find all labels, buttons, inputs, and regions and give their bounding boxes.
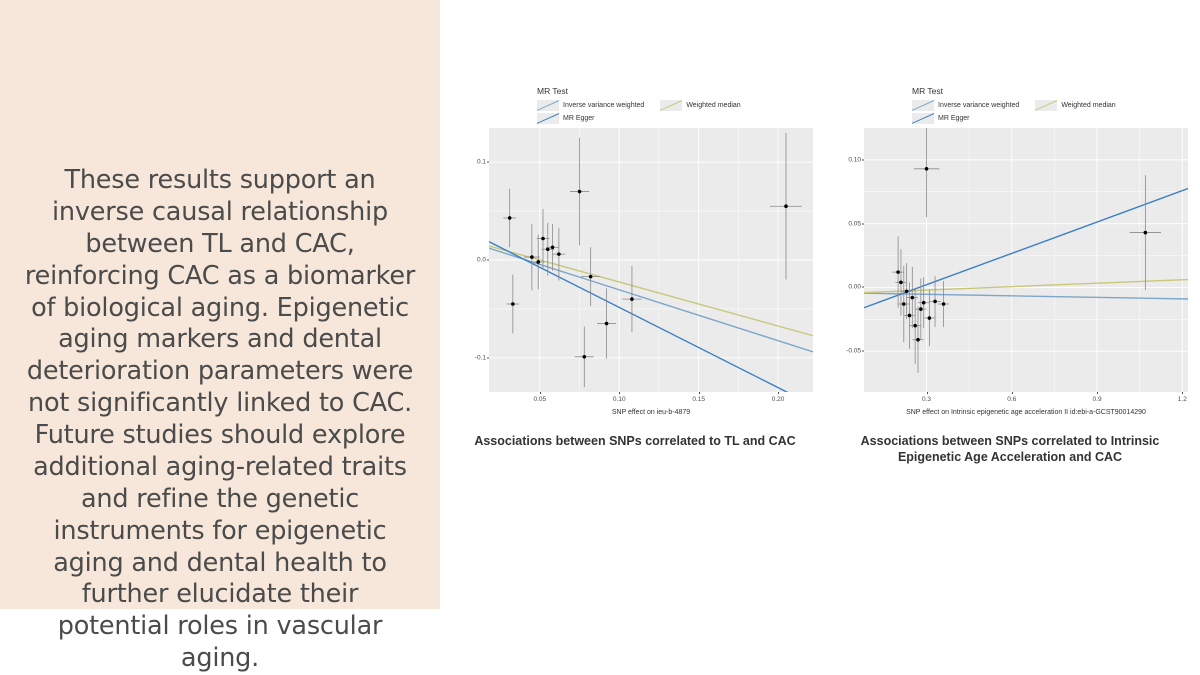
y-tick-label: -0.1 [474,354,486,362]
x-tick-mark [619,392,620,394]
y-tick-label: 0.05 [848,220,861,228]
x-tick-label: 1.2 [1177,396,1187,403]
y-tick-mark [862,351,864,352]
figure-caption-1: Associations between SNPs correlated to TL and CAC [474,434,796,448]
legend-label-weighted-median: Weighted median [686,102,741,109]
figure-ieaa-cac [830,86,1190,465]
plot-area-2 [830,128,1190,428]
y-tick-mark [487,357,489,358]
legend-key-mr-egger [912,113,934,124]
legend-row-2 [537,113,815,124]
x-axis-label-2: SNP effect on Intrinsic epigenetic age acceleration II id:ebi-a-GCST90014290 [906,409,1146,416]
legend-label-ivw: Inverse variance weighted [938,102,1020,109]
plot-area-1 [455,128,815,428]
y-tick-mark [862,159,864,160]
quote-panel [0,0,440,674]
figure-tl-cac [455,86,815,450]
legend-title: MR Test [537,86,569,96]
y-tick-mark [487,260,489,261]
x-tick-label: 0.3 [921,396,932,403]
scatter-panel-1 [474,128,813,403]
x-tick-mark [1012,392,1013,394]
y-tick-label: -0.05 [846,347,861,355]
legend-row-1 [912,100,1190,111]
legend-title: MR Test [912,86,944,96]
x-tick-mark [540,392,541,394]
x-tick-mark [778,392,779,394]
figure-caption-2: Associations between SNPs correlated to Intrinsic Epigenetic Age Acceleration and CAC [860,434,1160,464]
x-tick-label: 0.10 [612,396,626,403]
x-tick-mark [1182,392,1183,394]
x-tick-mark [1097,392,1098,394]
conclusion-text: These results support an inverse causal relationship between TL and CAC, reinforcing CAC as a biomarker of biological aging. Epigenetic aging markers and dental deterioration parameters were not significantly linked to CAC. Future studies should explore additional aging-related traits and refine the genetic instruments for epigenetic aging and dental health to further elucidate their potential roles in vascular aging. [24,165,416,674]
legend-key-mr-egger [537,113,559,124]
legend-key-ivw [537,100,559,111]
x-axis-label-1: SNP effect on ieu-b-4879 [611,409,691,416]
legend-label-mr-egger: MR Egger [563,115,595,122]
legend-key-weighted-median [1035,100,1057,111]
x-tick-label: 0.6 [1007,396,1017,403]
y-tick-label: 0.0 [476,256,486,264]
x-tick-label: 0.20 [771,396,785,403]
legend-key-ivw [912,100,934,111]
legend-figure-2 [912,86,1190,128]
y-tick-label: 0.00 [848,283,861,291]
x-tick-label: 0.9 [1092,396,1102,403]
x-tick-label: 0.15 [692,396,705,403]
legend-label-ivw: Inverse variance weighted [563,102,645,109]
legend-figure-1 [537,86,815,128]
y-tick-mark [862,223,864,224]
y-tick-mark [487,162,489,163]
legend-row-2 [912,113,1190,124]
legend-row-1 [537,100,815,111]
scatter-panel-2 [846,128,1188,403]
legend-label-mr-egger: MR Egger [938,115,970,122]
x-tick-mark [927,392,928,394]
x-tick-mark [699,392,700,394]
legend-key-weighted-median [660,100,682,111]
y-tick-label: 0.1 [476,158,486,166]
x-tick-label: 0.05 [533,396,547,403]
y-tick-label: 0.10 [848,156,861,164]
legend-label-weighted-median: Weighted median [1061,102,1116,109]
y-tick-mark [862,287,864,288]
